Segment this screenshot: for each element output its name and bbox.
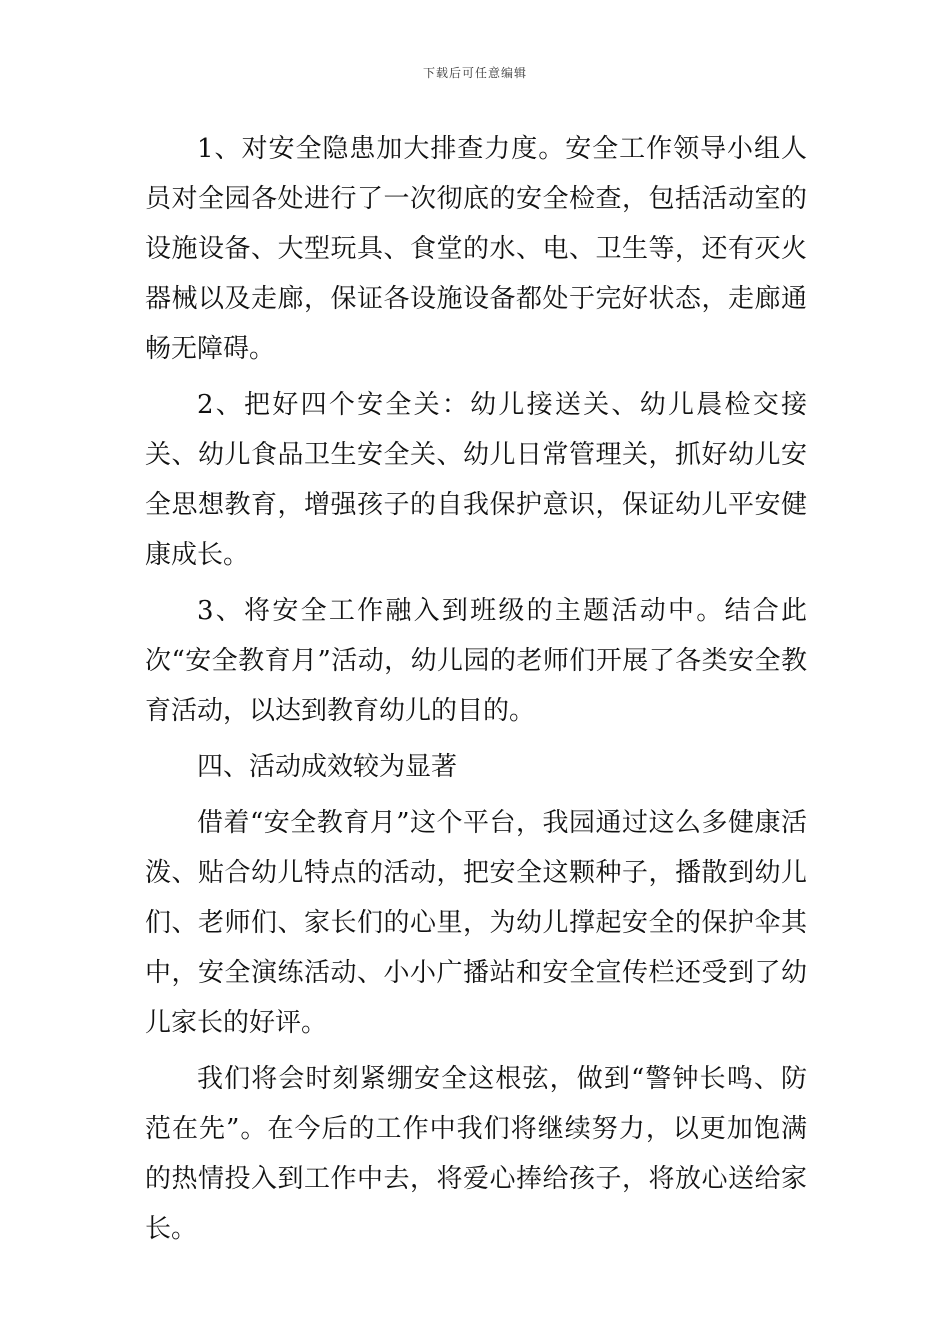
section-heading-results: 四、活动成效较为显著 xyxy=(197,752,458,782)
paragraph-four-safety-checks: 2、把好四个安全关：幼儿接送关、幼儿晨检交接关、幼儿食品卫生安全关、幼儿日常管理关，抓好幼儿安全思想教育，增强孩子的自我保护意识，保证幼儿平安健康成长。 xyxy=(145,390,807,570)
page-header-note: 下载后可任意编辑 xyxy=(422,66,527,80)
paragraph-education-month-results: 借着“安全教育月”这个平台，我园通过这么多健康活泼、贴合幼儿特点的活动，把安全这颗种子，播散到幼儿们、老师们、家长们的心里，为幼儿撑起安全的保护伞其中，安全演练活动、小小广播站和安全宣传栏还受到了幼儿家长的好评。 xyxy=(145,808,807,1038)
paragraph-safety-inspection: 1、对安全隐患加大排查力度。安全工作领导小组人员对全园各处进行了一次彻底的安全检查，包括活动室的设施设备、大型玩具、食堂的水、电、卫生等，还有灭火器械以及走廊，保证各设施设备都处于完好状态，走廊通畅无障碍。 xyxy=(145,134,807,364)
paragraph-themed-activities: 3、将安全工作融入到班级的主题活动中。结合此次“安全教育月”活动，幼儿园的老师们开展了各类安全教育活动，以达到教育幼儿的目的。 xyxy=(145,596,807,726)
paragraph-closing: 我们将会时刻紧绷安全这根弦，做到“警钟长鸣、防范在先”。在今后的工作中我们将继续努力，以更加饱满的热情投入到工作中去，将爱心捧给孩子，将放心送给家长。 xyxy=(145,1064,807,1244)
document-body xyxy=(145,124,807,1254)
